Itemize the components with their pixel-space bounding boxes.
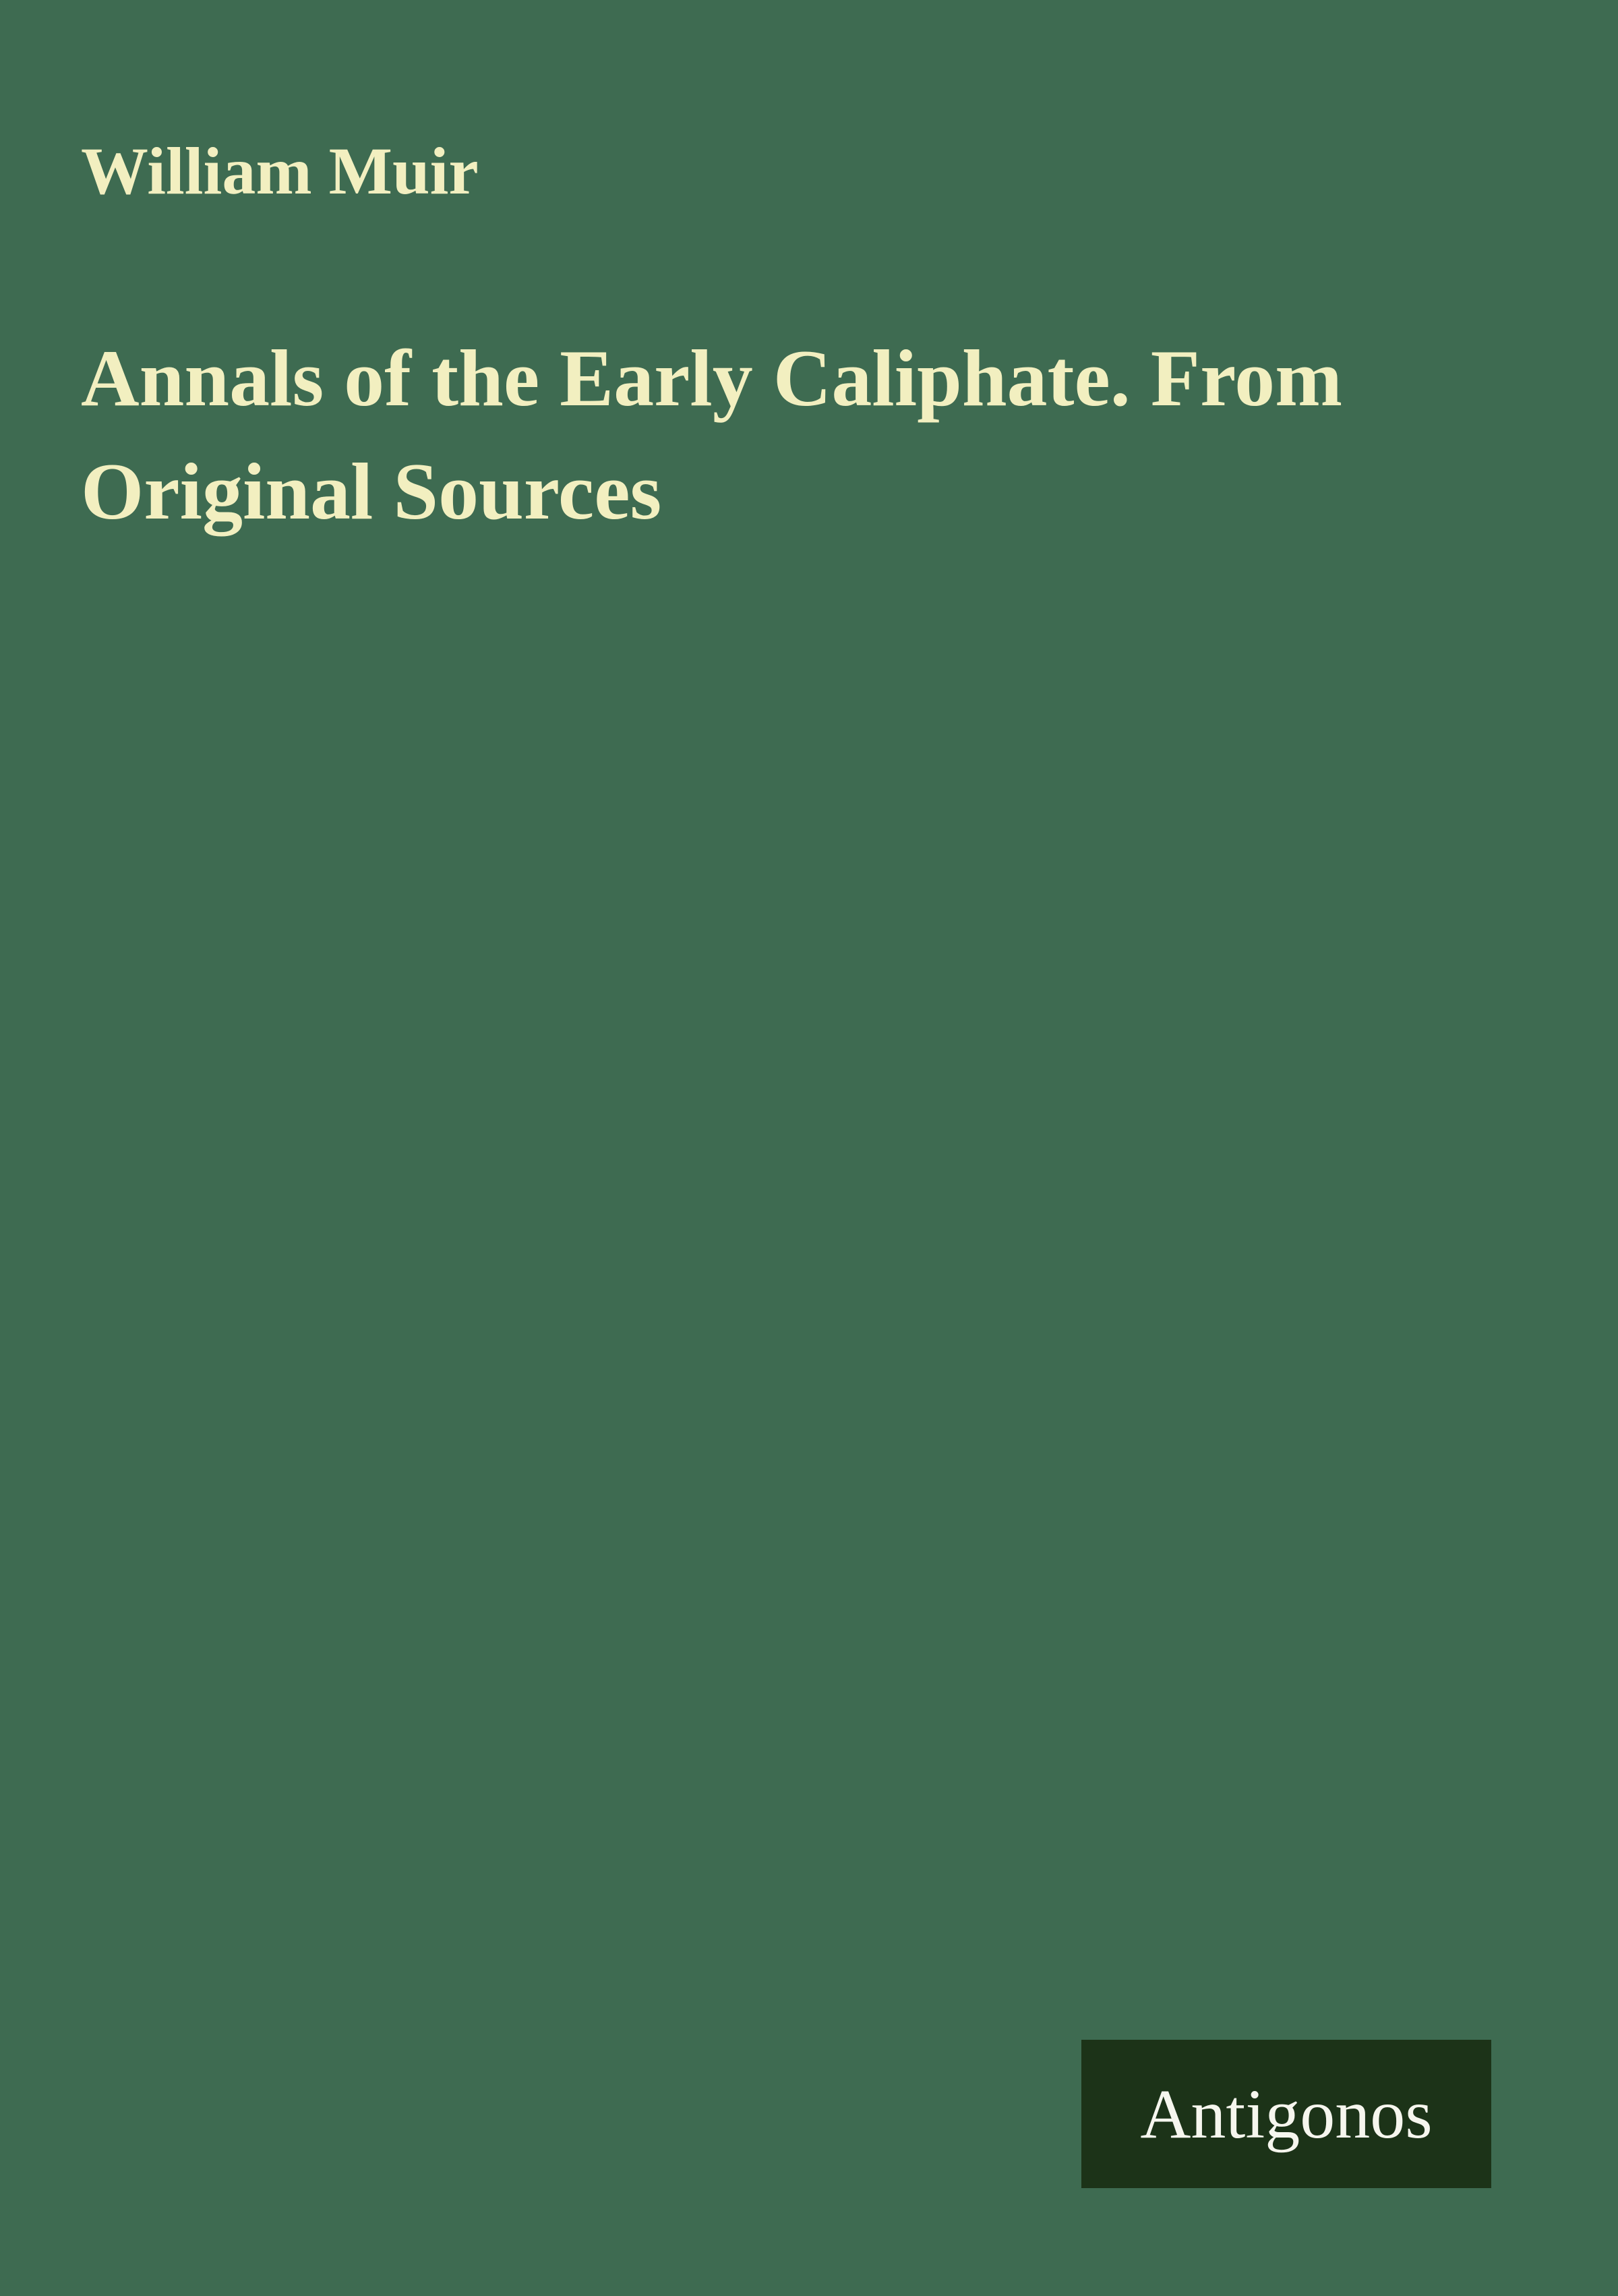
book-title-line-1: Annals of the Early Caliphate. From bbox=[81, 333, 1343, 423]
publisher-box bbox=[1081, 2040, 1491, 2188]
author-name: William Muir bbox=[81, 134, 479, 208]
book-title-line-2: Original Sources bbox=[81, 446, 662, 536]
book-title bbox=[81, 322, 1537, 548]
publisher-name: Antigonos bbox=[1140, 2075, 1433, 2153]
